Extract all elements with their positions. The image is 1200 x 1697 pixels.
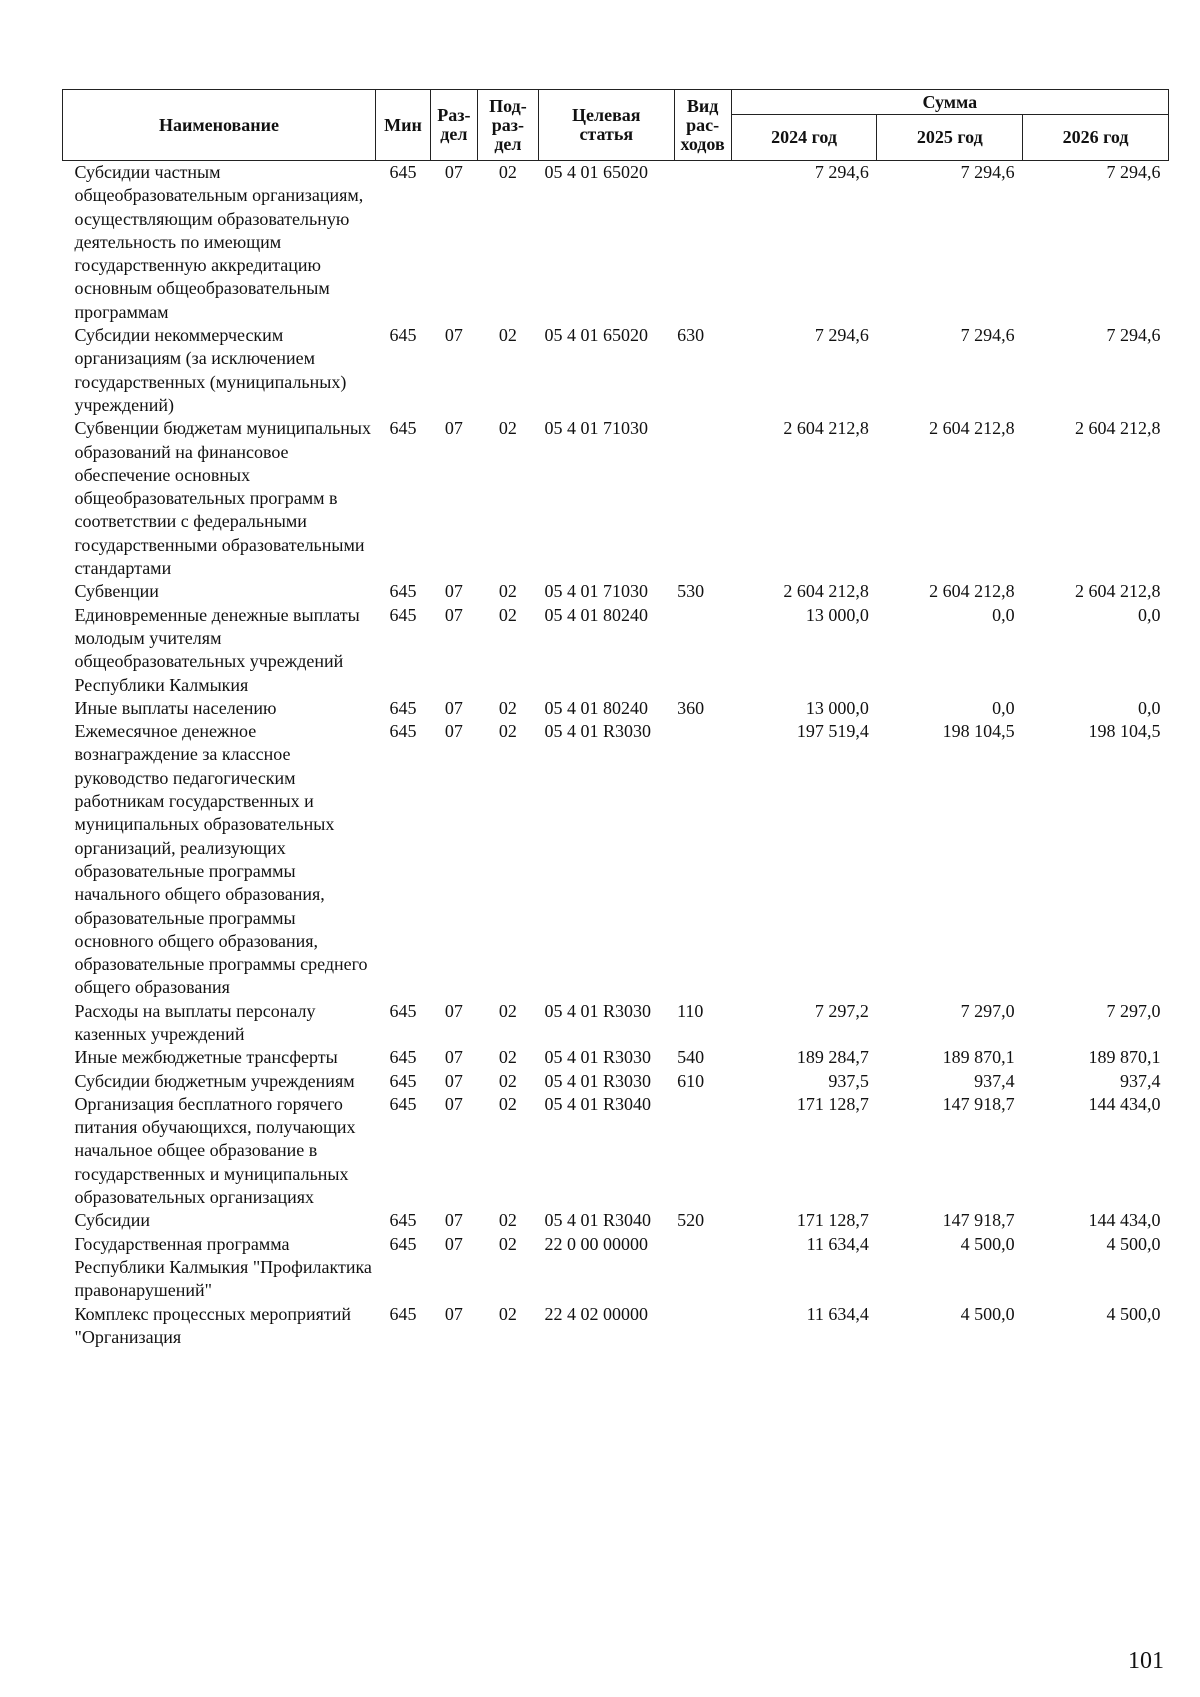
table-header (63, 90, 1169, 161)
row-sum-2026: 7 297,0 (1106, 1000, 1161, 1021)
row-name: Субвенции бюджетам муниципальных образований на финансовое обеспечение основных общеобразовательных программ в соответствии с федеральными государственными образовательными стандартами (74, 418, 372, 579)
header-celevaya-statya: Целевая статья (539, 90, 675, 161)
row-razdel: 07 (444, 418, 463, 439)
row-sum-2025: 147 918,7 (942, 1210, 1015, 1231)
row-sum-2024: 2 604 212,8 (783, 581, 869, 602)
row-vid-rashodov (674, 161, 731, 325)
row-name: Иные выплаты населению (74, 697, 277, 718)
row-min: 645 (389, 697, 417, 718)
row-razdel: 07 (444, 1093, 463, 1114)
row-sum-2026: 4 500,0 (1106, 1303, 1161, 1324)
row-celevaya-statya: 05 4 01 65020 (544, 325, 648, 346)
row-sum-2024: 171 128,7 (796, 1210, 869, 1231)
row-podrazdel: 02 (498, 1047, 517, 1068)
row-sum-2026: 7 294,6 (1106, 162, 1161, 182)
row-min: 645 (389, 1303, 417, 1324)
row-sum-2025: 2 604 212,8 (929, 581, 1015, 602)
row-razdel: 07 (444, 581, 463, 602)
row-celevaya-statya: 05 4 01 R3030 (544, 1000, 652, 1021)
table-row (63, 1000, 1169, 1047)
row-min: 645 (389, 418, 417, 439)
row-min: 645 (389, 1070, 417, 1091)
row-name: Государственная программа Республики Калмыкия "Профилактика правонарушений" (74, 1233, 372, 1301)
header-podrazdel: Под- раз- дел (477, 90, 538, 161)
row-sum-2026: 0,0 (1138, 604, 1161, 625)
row-name: Ежемесячное денежное вознаграждение за классное руководство педагогическим работникам государственных и муниципальных образовательных организаций, реализующих образовательные программы начального общего образования, образовательные программы основного общего образования, образовательные программы среднего общего образования (74, 721, 368, 998)
row-razdel: 07 (444, 162, 463, 182)
row-vid-rashodov (674, 1093, 731, 1209)
row-sum-2024: 13 000,0 (805, 604, 869, 625)
budget-table-container (62, 89, 1169, 1349)
table-row (63, 1093, 1169, 1209)
row-name: Субсидии (74, 1210, 151, 1231)
row-sum-2024: 11 634,4 (806, 1303, 869, 1324)
row-vid-rashodov: 610 (677, 1070, 705, 1091)
row-vid-rashodov (674, 720, 731, 1000)
row-sum-2026: 2 604 212,8 (1075, 418, 1161, 439)
row-razdel: 07 (444, 721, 463, 742)
table-row (63, 720, 1169, 1000)
row-sum-2026: 198 104,5 (1088, 721, 1161, 742)
row-min: 645 (389, 1093, 417, 1114)
row-sum-2024: 7 297,2 (814, 1000, 869, 1021)
row-celevaya-statya: 05 4 01 R3040 (544, 1210, 652, 1231)
row-sum-2024: 171 128,7 (796, 1093, 869, 1114)
row-sum-2025: 0,0 (992, 697, 1015, 718)
table-row (63, 1209, 1169, 1232)
row-sum-2025: 7 294,6 (960, 162, 1015, 182)
table-row (63, 324, 1169, 417)
row-podrazdel: 02 (498, 604, 517, 625)
row-vid-rashodov (674, 604, 731, 697)
row-celevaya-statya: 05 4 01 R3030 (544, 721, 652, 742)
row-sum-2025: 147 918,7 (942, 1093, 1015, 1114)
row-podrazdel: 02 (498, 1210, 517, 1231)
row-min: 645 (389, 581, 417, 602)
row-sum-2026: 2 604 212,8 (1075, 581, 1161, 602)
row-min: 645 (389, 604, 417, 625)
row-podrazdel: 02 (498, 697, 517, 718)
header-min: Мин (375, 90, 430, 161)
header-year-2026: 2026 год (1023, 115, 1169, 161)
row-podrazdel: 02 (498, 418, 517, 439)
row-sum-2025: 189 870,1 (942, 1047, 1015, 1068)
row-podrazdel: 02 (498, 581, 517, 602)
row-sum-2024: 13 000,0 (805, 697, 869, 718)
row-sum-2026: 144 434,0 (1088, 1210, 1161, 1231)
row-sum-2026: 7 294,6 (1106, 325, 1161, 346)
row-sum-2024: 7 294,6 (814, 325, 869, 346)
row-name: Субвенции (74, 581, 159, 602)
header-year-2024: 2024 год (731, 115, 877, 161)
row-name: Субсидии некоммерческим организациям (за исключением государственных (муниципальных) учреждений) (74, 325, 347, 415)
row-vid-rashodov: 530 (677, 581, 705, 602)
row-sum-2026: 144 434,0 (1088, 1093, 1161, 1114)
row-vid-rashodov: 540 (677, 1047, 705, 1068)
header-year-2025: 2025 год (877, 115, 1023, 161)
row-celevaya-statya: 05 4 01 65020 (544, 162, 648, 182)
row-podrazdel: 02 (498, 1093, 517, 1114)
row-podrazdel: 02 (498, 1070, 517, 1091)
row-sum-2025: 937,4 (974, 1070, 1015, 1091)
row-razdel: 07 (444, 325, 463, 346)
row-min: 645 (389, 1210, 417, 1231)
row-sum-2026: 189 870,1 (1088, 1047, 1161, 1068)
row-vid-rashodov: 630 (677, 325, 705, 346)
table-row (63, 697, 1169, 720)
row-min: 645 (389, 721, 417, 742)
row-sum-2024: 197 519,4 (796, 721, 869, 742)
table-row (63, 1233, 1169, 1303)
row-name: Субсидии бюджетным учреждениям (74, 1070, 355, 1091)
page-number: 101 (1128, 1648, 1164, 1674)
row-podrazdel: 02 (498, 1233, 517, 1254)
row-min: 645 (389, 1047, 417, 1068)
row-podrazdel: 02 (498, 325, 517, 346)
row-sum-2025: 198 104,5 (942, 721, 1015, 742)
table-row (63, 161, 1169, 325)
row-min: 645 (389, 162, 417, 182)
row-name: Расходы на выплаты персоналу казенных учреждений (74, 1000, 316, 1044)
row-vid-rashodov: 110 (677, 1000, 704, 1021)
row-vid-rashodov: 520 (677, 1210, 705, 1231)
row-celevaya-statya: 05 4 01 71030 (544, 418, 648, 439)
row-vid-rashodov (674, 1303, 731, 1350)
row-razdel: 07 (444, 1047, 463, 1068)
header-razdel: Раз- дел (430, 90, 477, 161)
row-celevaya-statya: 05 4 01 80240 (544, 604, 648, 625)
row-razdel: 07 (444, 697, 463, 718)
row-podrazdel: 02 (498, 1303, 517, 1324)
row-name: Комплекс процессных мероприятий "Организация (74, 1303, 352, 1347)
table-row (63, 1046, 1169, 1069)
row-podrazdel: 02 (498, 1000, 517, 1021)
row-min: 645 (389, 325, 417, 346)
row-name: Субсидии частным общеобразовательным организациям, осуществляющим образовательную деятельность по имеющим государственную аккредитацию основным общеобразовательным программам (74, 162, 364, 322)
row-celevaya-statya: 05 4 01 R3040 (544, 1093, 652, 1114)
row-vid-rashodov: 360 (677, 697, 705, 718)
row-sum-2025: 4 500,0 (960, 1303, 1015, 1324)
row-sum-2026: 4 500,0 (1106, 1233, 1161, 1254)
row-sum-2026: 0,0 (1138, 697, 1161, 718)
row-sum-2024: 2 604 212,8 (783, 418, 869, 439)
row-name: Единовременные денежные выплаты молодым учителям общеобразовательных учреждений Республики Калмыкия (74, 604, 360, 695)
row-celevaya-statya: 05 4 01 R3030 (544, 1047, 652, 1068)
row-sum-2024: 937,5 (828, 1070, 869, 1091)
row-sum-2025: 0,0 (992, 604, 1015, 625)
row-min: 645 (389, 1000, 417, 1021)
row-podrazdel: 02 (498, 162, 517, 182)
row-celevaya-statya: 22 4 02 00000 (544, 1303, 648, 1324)
row-celevaya-statya: 05 4 01 71030 (544, 581, 648, 602)
table-row (63, 1070, 1169, 1093)
table-body (63, 161, 1169, 1350)
row-sum-2024: 7 294,6 (814, 162, 869, 182)
row-razdel: 07 (444, 1070, 463, 1091)
header-name: Наименование (63, 90, 376, 161)
row-vid-rashodov (674, 417, 731, 580)
row-min: 645 (389, 1233, 417, 1254)
budget-table (62, 89, 1169, 1349)
row-sum-2025: 2 604 212,8 (929, 418, 1015, 439)
row-sum-2025: 4 500,0 (960, 1233, 1015, 1254)
row-celevaya-statya: 05 4 01 80240 (544, 697, 648, 718)
table-row (63, 604, 1169, 697)
row-name: Иные межбюджетные трансферты (74, 1047, 338, 1068)
row-sum-2026: 937,4 (1120, 1070, 1161, 1091)
row-sum-2024: 11 634,4 (806, 1233, 869, 1254)
row-sum-2025: 7 297,0 (960, 1000, 1015, 1021)
row-razdel: 07 (444, 604, 463, 625)
row-podrazdel: 02 (498, 721, 517, 742)
table-row (63, 580, 1169, 603)
table-row (63, 417, 1169, 580)
table-row (63, 1303, 1169, 1350)
header-vid-rashodov: Вид рас- ходов (674, 90, 731, 161)
row-celevaya-statya: 05 4 01 R3030 (544, 1070, 652, 1091)
row-razdel: 07 (444, 1303, 463, 1324)
row-name: Организация бесплатного горячего питания обучающихся, получающих начальное общее образование в государственных и муниципальных образовательных организациях (74, 1093, 356, 1208)
row-razdel: 07 (444, 1000, 463, 1021)
header-summa: Сумма (731, 90, 1168, 115)
row-celevaya-statya: 22 0 00 00000 (544, 1233, 648, 1254)
row-razdel: 07 (444, 1233, 463, 1254)
row-razdel: 07 (444, 1210, 463, 1231)
row-sum-2024: 189 284,7 (796, 1047, 869, 1068)
row-vid-rashodov (674, 1233, 731, 1303)
row-sum-2025: 7 294,6 (960, 325, 1015, 346)
